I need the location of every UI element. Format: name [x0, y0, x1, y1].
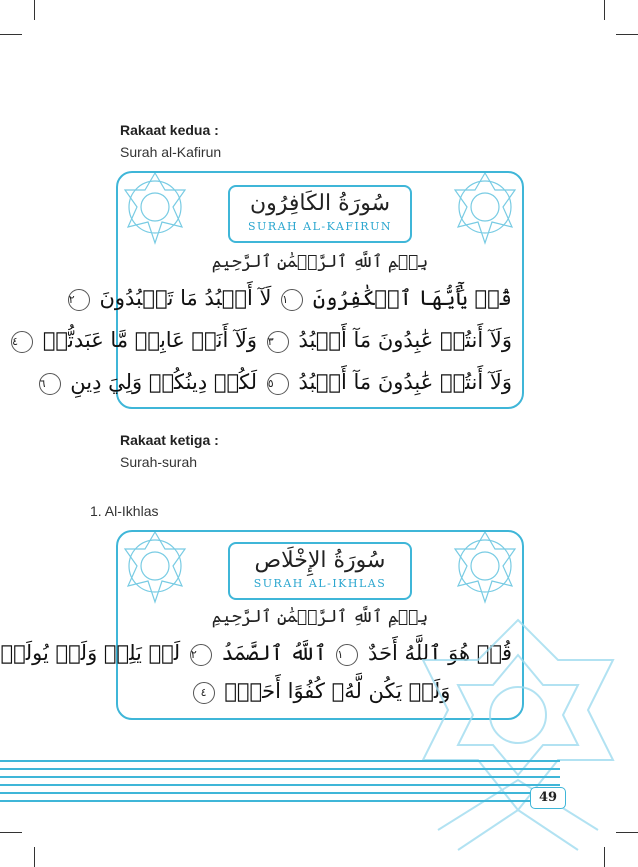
verse-text: وَلَآ أَنتُمۡ عَٰبِدُونَ مَآ أَعۡبُدُ	[298, 370, 512, 394]
ayah-number-marker: ٤	[193, 682, 215, 704]
footer-line	[0, 792, 560, 794]
verse-text: قُلۡ هُوَ ٱللَّهُ أَحَدٌ	[368, 641, 512, 665]
surah-title-latin: SURAH AL-IKHLAS	[253, 577, 387, 590]
rakaat-ketiga-surah: Surah-surah	[120, 454, 198, 470]
crop-mark	[34, 0, 35, 20]
verse-text: وَلَمۡ يَكُن لَّهُۥ كُفُوًا أَحَدُۢ	[224, 679, 451, 703]
crop-mark	[34, 847, 35, 867]
verse-text: ٱللَّهُ ٱلصَّمَدُ	[221, 641, 327, 665]
footer-line	[0, 800, 560, 802]
basmala: بِسۡمِ ٱللَّهِ ٱلرَّحۡمَٰنِ ٱلرَّحِيمِ	[211, 607, 429, 627]
ornament-icon	[110, 165, 200, 255]
crop-mark	[616, 34, 638, 35]
ayah-number-marker: ٥	[267, 373, 289, 395]
page-number: 49	[530, 787, 566, 809]
rakaat-kedua-heading: Rakaat kedua :	[120, 122, 219, 138]
verse-text: قُلۡ يَٰٓأَيُّهَا ٱلۡكَٰفِرُونَ	[312, 286, 512, 310]
surah-title-box	[228, 542, 412, 600]
rakaat-kedua-surah: Surah al-Kafirun	[120, 144, 222, 160]
ayah-number-marker: ٣	[267, 331, 289, 353]
surah-title-box	[228, 185, 412, 243]
ornament-icon	[110, 524, 200, 614]
ayah-number-marker: ٤	[11, 331, 33, 353]
surah-title-arabic: سُورَةُ الكَافِرُون	[249, 191, 391, 216]
surah-kafirun-card	[12, 171, 524, 409]
verse-line	[68, 281, 512, 315]
ayah-number-marker: ١	[281, 289, 303, 311]
basmala: بِسۡمِ ٱللَّهِ ٱلرَّحۡمَٰنِ ٱلرَّحِيمِ	[211, 252, 429, 272]
verse-line	[39, 365, 512, 399]
crop-mark	[0, 34, 22, 35]
crop-mark	[604, 0, 605, 20]
ayah-number-marker: ٢	[68, 289, 90, 311]
ayah-number-marker: ٢	[190, 644, 212, 666]
surah-title-arabic: سُورَةُ الإِخْلَاص	[254, 548, 386, 573]
background-ornament-icon	[398, 600, 638, 860]
verse-text: وَلَآ أَنتُمۡ عَٰبِدُونَ مَآ أَعۡبُدُ	[298, 328, 512, 352]
verse-line	[12, 323, 512, 357]
verse-text: وَلَآ أَنَا۠ عَابِدٞ مَّا عَبَدتُّمۡ	[42, 328, 258, 352]
crop-mark	[0, 832, 22, 833]
ayah-number-marker: ٦	[39, 373, 61, 395]
footer-lines	[0, 760, 560, 808]
footer-line	[0, 760, 560, 762]
list-item: 1. Al-Ikhlas	[90, 503, 159, 519]
verse-text: لَكُمۡ دِينُكُمۡ وَلِيَ دِينِ	[70, 370, 258, 394]
verse-text: لَآ أَعۡبُدُ مَا تَعۡبُدُونَ	[99, 286, 272, 310]
ayah-number-marker: ١	[336, 644, 358, 666]
ornament-icon	[440, 165, 530, 255]
footer-line	[0, 776, 560, 778]
rakaat-ketiga-heading: Rakaat ketiga :	[120, 432, 219, 448]
footer-line	[0, 768, 560, 770]
verse-text: لَمۡ يَلِدۡ وَلَمۡ يُولَدۡ	[0, 641, 181, 665]
surah-title-latin: SURAH AL-KAFIRUN	[248, 220, 392, 233]
footer-line	[0, 784, 560, 786]
